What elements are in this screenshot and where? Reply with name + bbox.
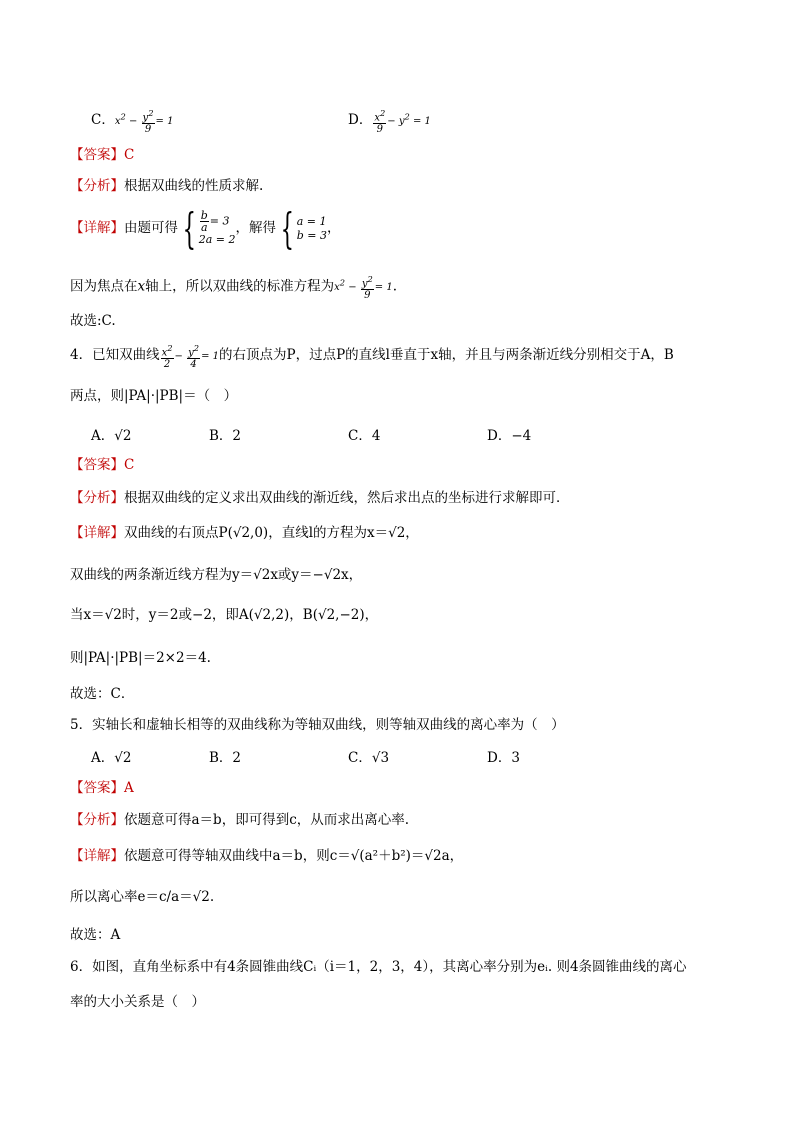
q5-stem: [70, 715, 565, 735]
option-label: B．: [209, 750, 233, 766]
text: 如图，直角坐标系中有4条圆锥曲线Cᵢ（i＝1，2，3，4），其离心率分别为eᵢ. 则4条圆锥曲线的离心: [92, 959, 687, 975]
detail-mid: ，解得: [235, 220, 276, 236]
question-number: 4．: [70, 347, 93, 364]
eq: $x^2$ − $\frac{y^2}{9}$ = 1: [334, 274, 393, 302]
equation-solution: a = 1 b = 3: [296, 214, 327, 242]
text: 的右顶点为P，过点P的直线l垂直于x轴，并且与两条渐近线分别相交于A，B: [219, 347, 674, 364]
question-number: 6．: [70, 959, 93, 975]
option-value: √2: [114, 750, 132, 766]
q4-detail2: 双曲线的两条渐近线方程为y＝√2x或y＝−√2x，: [70, 567, 363, 583]
q3-analysis: [70, 176, 263, 196]
q4-stem-line2: 两点，则|PA|·|PB|＝（ ）: [70, 388, 238, 404]
option-value: 2: [232, 750, 242, 766]
q5-option-b: [209, 746, 241, 766]
analysis-tag: 【分析】: [70, 812, 124, 828]
text: 已知双曲线: [92, 347, 160, 364]
answer-tag: 【答案】: [70, 457, 124, 473]
q5-option-a: [91, 746, 131, 766]
detail-prefix: 由题可得: [124, 220, 178, 236]
q5-option-d: [487, 746, 520, 766]
option-label: C．: [348, 750, 372, 766]
text: 因为焦点在: [70, 278, 138, 295]
var-x: x: [137, 278, 146, 295]
equation-system: $\frac{b}{a}$ = 3 2a = 2: [198, 209, 236, 246]
analysis-text: 依题意可得a＝b，即可得到c，从而求出离心率.: [124, 812, 410, 828]
detail-end: ，: [326, 220, 341, 236]
text: 轴上，所以双曲线的标准方程为: [145, 278, 335, 295]
analysis-text: 根据双曲线的性质求解.: [124, 178, 264, 194]
stem-eq: $\frac{x^2}{2}$ − $\frac{y^2}{4}$ = 1: [161, 343, 219, 371]
q3-option-c: [91, 108, 173, 135]
q5-detail2: 所以离心率e＝c/a＝√2.: [70, 889, 215, 905]
q5-detail1: [70, 846, 463, 866]
q4-choose: 故选：C．: [70, 686, 135, 702]
q4-option-c: [348, 424, 380, 444]
q5-option-c: [348, 746, 389, 766]
option-value: 3: [511, 750, 520, 766]
option-label: A．: [91, 428, 115, 444]
q3-detail: [70, 203, 341, 253]
answer-value: C: [124, 457, 135, 473]
answer-tag: 【答案】: [70, 147, 124, 163]
q3-answer: [70, 145, 134, 165]
q4-option-b: [209, 424, 241, 444]
q4-detail4: 则|PA|·|PB|＝2×2＝4.: [70, 650, 211, 666]
q3-option-d: [348, 108, 431, 135]
detail-tag: 【详解】: [70, 220, 124, 236]
answer-tag: 【答案】: [70, 780, 124, 796]
q6-stem-line2: 率的大小关系是（ ）: [70, 994, 205, 1010]
question-number: 5．: [70, 717, 93, 733]
analysis-tag: 【分析】: [70, 490, 124, 506]
q4-option-d: [487, 424, 531, 444]
option-c-math: $x^2$ − $\frac{y^2}{9}$ = 1: [114, 108, 174, 136]
answer-value: A: [124, 780, 134, 796]
detail-text: 依题意可得等轴双曲线中a＝b，则c＝√(a²＋b²)＝√2a，: [124, 848, 464, 864]
q5-analysis: [70, 810, 409, 830]
q4-answer: [70, 455, 134, 475]
option-label: A．: [91, 750, 115, 766]
answer-value: C: [124, 147, 135, 163]
q5-choose: 故选：A: [70, 927, 121, 943]
analysis-text: 根据双曲线的定义求出双曲线的渐近线，然后求出点的坐标进行求解即可．: [124, 490, 570, 506]
option-label: D．: [487, 428, 512, 444]
option-value: 2: [232, 428, 242, 444]
option-label: C．: [348, 428, 372, 444]
q4-option-a: [91, 424, 131, 444]
option-label: C．: [91, 112, 115, 129]
q4-detail1: [70, 523, 419, 543]
option-label: D．: [487, 750, 512, 766]
option-value: 4: [371, 428, 381, 444]
detail-tag: 【详解】: [70, 848, 124, 864]
q4-detail3: 当x＝√2时，y＝2或−2，即A(√2,2)，B(√2,−2)，: [70, 607, 379, 623]
text: .: [392, 278, 398, 295]
option-d-math: $\frac{x^2}{9}$ − $y^2 = 1$: [374, 108, 431, 136]
q4-stem-line1: [70, 343, 674, 370]
detail-tag: 【详解】: [70, 525, 124, 541]
q6-stem-line1: [70, 957, 687, 977]
text: 实轴长和虚轴长相等的双曲线称为等轴双曲线，则等轴双曲线的离心率为（ ）: [92, 717, 565, 733]
q3-choose: 故选:C.: [70, 313, 116, 329]
option-value: √3: [371, 750, 390, 766]
detail-text: 双曲线的右顶点P(√2,0)，直线l的方程为x＝√2，: [124, 525, 419, 541]
q4-analysis: [70, 488, 570, 508]
left-brace-icon: {: [182, 203, 197, 253]
option-value: −4: [511, 428, 532, 444]
option-label: B．: [209, 428, 233, 444]
q5-answer: [70, 778, 134, 798]
q3-conclusion: [70, 273, 397, 301]
analysis-tag: 【分析】: [70, 178, 124, 194]
option-label: D．: [348, 112, 373, 129]
option-value: √2: [114, 428, 132, 444]
left-brace-icon: {: [280, 203, 295, 253]
